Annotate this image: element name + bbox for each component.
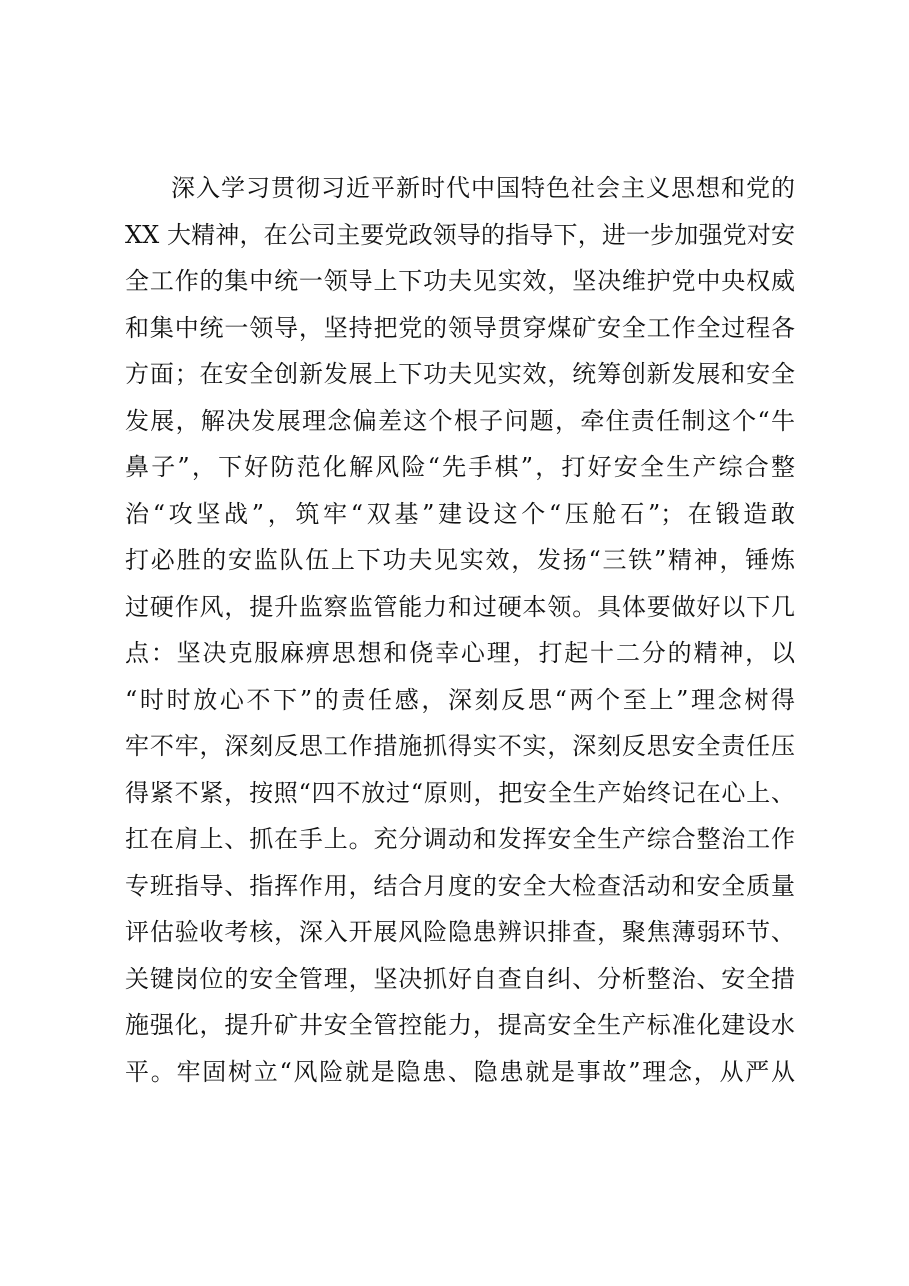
text-line: “时时放心不下”的责任感，深刻反思“两个至上”理念树得 (125, 685, 795, 714)
text-line: 得紧不紧，按照“四不放过“原则，把安全生产始终记在心上、 (125, 778, 795, 807)
text-line: 打必胜的安监队伍上下功夫见实效，发扬“三铁”精神，锤炼 (125, 546, 795, 574)
text-line: 鼻子”，下好防范化解风险“先手棋”，打好安全生产综合整 (125, 453, 795, 481)
text-line: 专班指导、指挥作用，结合月度的安全大检查活动和安全质量 (125, 871, 795, 900)
text-line: 评估验收考核，深入开展风险隐患辨识排查，聚焦薄弱环节、 (125, 918, 795, 946)
text-line: 方面；在安全创新发展上下功夫见实效，统筹创新发展和安全 (125, 360, 795, 388)
body-paragraph (125, 165, 795, 1095)
text-line: 发展，解决发展理念偏差这个根子问题，牵住责任制这个“牛 (125, 406, 795, 435)
text-line: 治“攻坚战”，筑牢“双基”建设这个“压舱石”；在锻造敢 (125, 499, 795, 528)
text-line: 关键岗位的安全管理，坚决抓好自查自纠、分析整治、安全措 (125, 964, 795, 993)
text-line: XX 大精神，在公司主要党政领导的指导下，进一步加强党对安 (125, 220, 795, 249)
text-line: 平。牢固树立“风险就是隐患、隐患就是事故”理念，从严从 (125, 1057, 795, 1086)
text-line: 施强化，提升矿井安全管控能力，提高安全生产标准化建设水 (125, 1011, 795, 1039)
text-line: 牢不牢，深刻反思工作措施抓得实不实，深刻反思安全责任压 (125, 732, 795, 760)
text-line: 全工作的集中统一领导上下功夫见实效，坚决维护党中央权威 (125, 267, 795, 295)
text-line: 深入学习贯彻习近平新时代中国特色社会主义思想和党的 (171, 174, 795, 202)
text-line: 点：坚决克服麻痹思想和侥幸心理，打起十二分的精神，以 (125, 639, 795, 667)
text-line: 扛在肩上、抓在手上。充分调动和发挥安全生产综合整治工作 (125, 825, 795, 853)
text-line: 过硬作风，提升监察监管能力和过硬本领。具体要做好以下几 (125, 592, 795, 621)
text-line: 和集中统一领导，坚持把党的领导贯穿煤矿安全工作全过程各 (125, 313, 795, 342)
